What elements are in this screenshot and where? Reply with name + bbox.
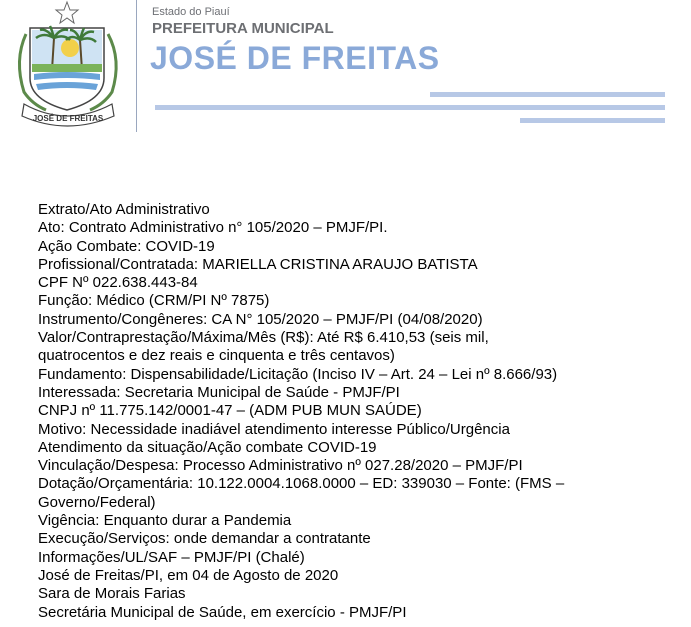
document-line-vinculacao: Vinculação/Despesa: Processo Administrativo nº 027.28/2020 – PMJF/PI [38,457,523,475]
document-title: Extrato/Ato Administrativo [38,201,210,218]
header-divider [136,0,137,132]
city-name: JOSÉ DE FREITAS [150,40,440,76]
state-name: Estado do Piauí [152,6,230,18]
document-line-valor-cont: quatrocentos e dez reais e cinquenta e três centavos) [38,347,395,365]
letterhead [0,0,691,140]
document-line-interessada: Interessada: Secretaria Municipal de Saúde - PMJF/PI [38,383,400,401]
document-line-valor: Valor/Contraprestação/Máxima/Mês (R$): Até R$ 6.410,53 (seis mil, [38,329,489,347]
document-signatory-role: Secretária Municipal de Saúde, em exercício - PMJF/PI [38,603,407,621]
document-line-cpf: CPF Nº 022.638.443-84 [38,274,198,292]
document-line-cnpj: CNPJ nº 11.775.142/0001-47 – (ADM PUB MUN SAÚDE) [38,402,422,420]
prefeitura-label: PREFEITURA MUNICIPAL [152,20,334,37]
document-line-acao: Ação Combate: COVID-19 [38,237,215,255]
document-line-execucao: Execução/Serviços: onde demandar a contratante [38,530,371,548]
document-line-motivo: Motivo: Necessidade inadiável atendimento interesse Público/Urgência [38,420,510,438]
document-body [38,201,658,622]
document-line-vigencia: Vigência: Enquanto durar a Pandemia [38,512,292,530]
document-line-profissional: Profissional/Contratada: MARIELLA CRISTINA ARAUJO BATISTA [38,255,478,273]
decorative-bar [520,118,665,123]
document-line-date: José de Freitas/PI, em 04 de Agosto de 2020 [38,566,339,584]
decorative-bar [155,105,665,110]
document-line-dotacao-cont: Governo/Federal) [38,493,156,511]
document-line-ato: Ato: Contrato Administrativo n° 105/2020 – PMJF/PI. [38,219,388,237]
crest-banner-text: JOSÉ DE FREITAS [32,114,104,123]
document-line-instrumento: Instrumento/Congêneres: CA N° 105/2020 – PMJF/PI (04/08/2020) [38,310,483,328]
document-line-dotacao: Dotação/Orçamentária: 10.122.0004.1068.0000 – ED: 339030 – Fonte: (FMS – [38,475,565,493]
document-line-fundamento: Fundamento: Dispensabilidade/Licitação (Inciso IV – Art. 24 – Lei nº 8.666/93) [38,365,558,383]
document-line-atendimento: Atendimento da situação/Ação combate COVID-19 [38,438,377,456]
document-line-informacoes: Informações/UL/SAF – PMJF/PI (Chalé) [38,548,305,566]
document-line-funcao: Função: Médico (CRM/PI Nº 7875) [38,292,270,310]
decorative-bar [430,92,665,97]
document-signatory-name: Sara de Morais Farias [38,585,186,603]
municipal-coat-of-arms-icon [6,0,134,132]
